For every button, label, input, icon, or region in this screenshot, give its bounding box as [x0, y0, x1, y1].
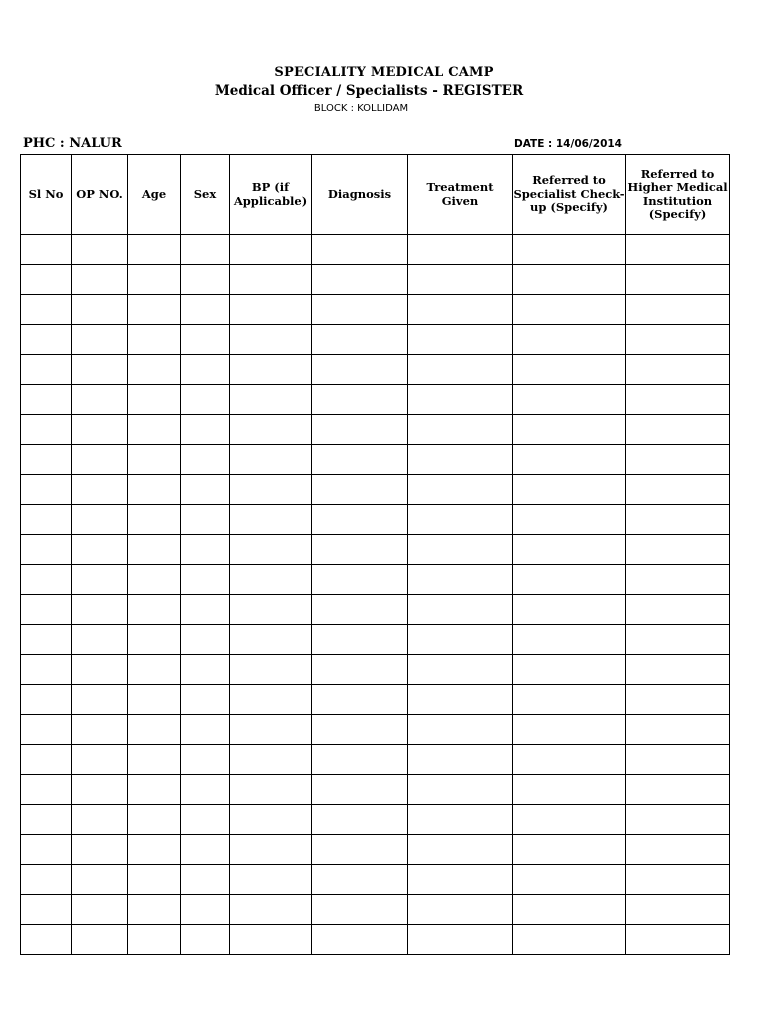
table-header-row — [21, 155, 730, 235]
table-cell[interactable] — [72, 505, 128, 535]
table-cell[interactable] — [21, 235, 72, 265]
table-cell[interactable] — [21, 355, 72, 385]
table-cell[interactable] — [181, 355, 230, 385]
table-cell[interactable] — [626, 715, 730, 745]
table-cell[interactable] — [230, 745, 312, 775]
table-cell[interactable] — [128, 325, 181, 355]
table-cell[interactable] — [408, 805, 513, 835]
table-cell[interactable] — [21, 655, 72, 685]
table-cell[interactable] — [128, 655, 181, 685]
table-cell[interactable] — [513, 445, 626, 475]
table-cell[interactable] — [312, 385, 408, 415]
table-cell[interactable] — [72, 265, 128, 295]
table-cell[interactable] — [128, 685, 181, 715]
table-cell[interactable] — [408, 295, 513, 325]
table-row — [21, 925, 730, 955]
table-row — [21, 715, 730, 745]
table-cell[interactable] — [128, 835, 181, 865]
table-cell[interactable] — [408, 355, 513, 385]
table-cell[interactable] — [312, 535, 408, 565]
table-cell[interactable] — [408, 865, 513, 895]
table-cell[interactable] — [312, 565, 408, 595]
table-cell[interactable] — [230, 445, 312, 475]
table-cell[interactable] — [21, 475, 72, 505]
table-cell[interactable] — [513, 835, 626, 865]
phc-label: PHC : NALUR — [23, 136, 122, 151]
register-body — [21, 235, 730, 955]
table-cell[interactable] — [230, 595, 312, 625]
column-header-referred-higher: Referred to Higher Medical Institution (Specify) — [626, 155, 730, 235]
table-cell[interactable] — [312, 325, 408, 355]
table-cell[interactable] — [408, 325, 513, 355]
table-cell[interactable] — [21, 685, 72, 715]
table-cell[interactable] — [626, 835, 730, 865]
table-row — [21, 865, 730, 895]
table-cell[interactable] — [181, 565, 230, 595]
table-cell[interactable] — [408, 445, 513, 475]
table-cell[interactable] — [230, 685, 312, 715]
table-cell[interactable] — [181, 325, 230, 355]
table-cell[interactable] — [72, 715, 128, 745]
table-cell[interactable] — [513, 415, 626, 445]
table-cell[interactable] — [230, 895, 312, 925]
table-cell[interactable] — [21, 805, 72, 835]
table-cell[interactable] — [312, 445, 408, 475]
table-cell[interactable] — [312, 895, 408, 925]
table-cell[interactable] — [312, 775, 408, 805]
table-cell[interactable] — [408, 745, 513, 775]
table-cell[interactable] — [72, 625, 128, 655]
table-cell[interactable] — [626, 775, 730, 805]
table-cell[interactable] — [513, 925, 626, 955]
block-label: BLOCK : KOLLIDAM — [313, 103, 409, 114]
table-cell[interactable] — [72, 805, 128, 835]
table-cell[interactable] — [128, 805, 181, 835]
table-cell[interactable] — [513, 595, 626, 625]
column-header-diagnosis: Diagnosis — [312, 155, 408, 235]
table-row — [21, 445, 730, 475]
table-cell[interactable] — [513, 745, 626, 775]
table-cell[interactable] — [128, 565, 181, 595]
table-cell[interactable] — [21, 715, 72, 745]
table-cell[interactable] — [128, 715, 181, 745]
table-cell[interactable] — [312, 685, 408, 715]
table-cell[interactable] — [21, 415, 72, 445]
table-cell[interactable] — [21, 505, 72, 535]
table-cell[interactable] — [72, 925, 128, 955]
table-cell[interactable] — [128, 385, 181, 415]
table-row — [21, 595, 730, 625]
table-cell[interactable] — [181, 505, 230, 535]
table-cell[interactable] — [513, 805, 626, 835]
table-cell[interactable] — [513, 505, 626, 535]
table-cell[interactable] — [513, 685, 626, 715]
table-cell[interactable] — [312, 625, 408, 655]
table-cell[interactable] — [128, 925, 181, 955]
table-cell[interactable] — [513, 865, 626, 895]
table-cell[interactable] — [128, 235, 181, 265]
table-cell[interactable] — [128, 265, 181, 295]
table-cell[interactable] — [626, 805, 730, 835]
table-cell[interactable] — [626, 415, 730, 445]
table-cell[interactable] — [408, 925, 513, 955]
table-cell[interactable] — [21, 325, 72, 355]
table-cell[interactable] — [72, 295, 128, 325]
table-cell[interactable] — [626, 595, 730, 625]
form-title: SPECIALITY MEDICAL CAMP — [274, 65, 494, 80]
table-cell[interactable] — [72, 385, 128, 415]
table-cell[interactable] — [513, 265, 626, 295]
date-label: DATE : 14/06/2014 — [514, 138, 622, 150]
table-cell[interactable] — [128, 445, 181, 475]
table-row — [21, 805, 730, 835]
table-cell[interactable] — [230, 355, 312, 385]
table-cell[interactable] — [312, 295, 408, 325]
table-cell[interactable] — [128, 535, 181, 565]
table-cell[interactable] — [230, 715, 312, 745]
table-cell[interactable] — [408, 835, 513, 865]
table-cell[interactable] — [181, 445, 230, 475]
table-cell[interactable] — [626, 655, 730, 685]
table-cell[interactable] — [312, 235, 408, 265]
column-header-treatment: Treatment Given — [408, 155, 513, 235]
table-cell[interactable] — [128, 415, 181, 445]
table-cell[interactable] — [408, 655, 513, 685]
table-cell[interactable] — [21, 265, 72, 295]
table-row — [21, 685, 730, 715]
table-cell[interactable] — [626, 475, 730, 505]
table-cell[interactable] — [128, 505, 181, 535]
table-cell[interactable] — [513, 775, 626, 805]
table-cell[interactable] — [626, 505, 730, 535]
table-cell[interactable] — [72, 445, 128, 475]
table-row — [21, 325, 730, 355]
table-cell[interactable] — [408, 595, 513, 625]
table-cell[interactable] — [21, 625, 72, 655]
table-cell[interactable] — [312, 505, 408, 535]
table-cell[interactable] — [513, 895, 626, 925]
table-cell[interactable] — [128, 595, 181, 625]
table-cell[interactable] — [181, 895, 230, 925]
table-cell[interactable] — [626, 565, 730, 595]
table-cell[interactable] — [181, 655, 230, 685]
table-cell[interactable] — [513, 715, 626, 745]
table-cell[interactable] — [513, 565, 626, 595]
table-cell[interactable] — [230, 235, 312, 265]
table-cell[interactable] — [72, 565, 128, 595]
table-cell[interactable] — [181, 475, 230, 505]
table-row — [21, 265, 730, 295]
table-cell[interactable] — [408, 235, 513, 265]
table-cell[interactable] — [312, 925, 408, 955]
table-cell[interactable] — [513, 325, 626, 355]
table-cell[interactable] — [72, 595, 128, 625]
table-row — [21, 835, 730, 865]
table-row — [21, 895, 730, 925]
table-cell[interactable] — [626, 295, 730, 325]
table-cell[interactable] — [626, 745, 730, 775]
table-row — [21, 505, 730, 535]
table-cell[interactable] — [513, 355, 626, 385]
table-cell[interactable] — [408, 685, 513, 715]
table-cell[interactable] — [626, 925, 730, 955]
table-cell[interactable] — [128, 865, 181, 895]
table-cell[interactable] — [230, 415, 312, 445]
table-cell[interactable] — [21, 865, 72, 895]
column-header-referred-specialist: Referred to Specialist Check-up (Specify) — [513, 155, 626, 235]
table-cell[interactable] — [72, 895, 128, 925]
table-cell[interactable] — [230, 535, 312, 565]
table-row — [21, 385, 730, 415]
table-cell[interactable] — [230, 835, 312, 865]
column-header-bp: BP (if Applicable) — [230, 155, 312, 235]
table-cell[interactable] — [72, 415, 128, 445]
table-cell[interactable] — [72, 325, 128, 355]
table-row — [21, 565, 730, 595]
register-table — [20, 154, 730, 955]
table-cell[interactable] — [513, 475, 626, 505]
table-cell[interactable] — [181, 625, 230, 655]
table-cell[interactable] — [181, 265, 230, 295]
table-cell[interactable] — [408, 625, 513, 655]
table-cell[interactable] — [181, 595, 230, 625]
table-row — [21, 355, 730, 385]
table-cell[interactable] — [72, 745, 128, 775]
table-cell[interactable] — [230, 625, 312, 655]
table-cell[interactable] — [72, 865, 128, 895]
table-cell[interactable] — [408, 895, 513, 925]
table-cell[interactable] — [626, 535, 730, 565]
table-cell[interactable] — [21, 295, 72, 325]
table-cell[interactable] — [513, 385, 626, 415]
table-cell[interactable] — [181, 535, 230, 565]
table-row — [21, 745, 730, 775]
table-cell[interactable] — [626, 895, 730, 925]
table-cell[interactable] — [72, 535, 128, 565]
table-cell[interactable] — [626, 445, 730, 475]
table-cell[interactable] — [128, 475, 181, 505]
table-row — [21, 295, 730, 325]
table-cell[interactable] — [21, 535, 72, 565]
table-cell[interactable] — [230, 325, 312, 355]
table-cell[interactable] — [181, 235, 230, 265]
table-cell[interactable] — [408, 535, 513, 565]
table-row — [21, 625, 730, 655]
table-cell[interactable] — [72, 775, 128, 805]
table-cell[interactable] — [513, 235, 626, 265]
table-cell[interactable] — [626, 865, 730, 895]
table-cell[interactable] — [513, 535, 626, 565]
table-cell[interactable] — [21, 925, 72, 955]
table-cell[interactable] — [626, 265, 730, 295]
table-cell[interactable] — [181, 745, 230, 775]
table-cell[interactable] — [72, 475, 128, 505]
table-cell[interactable] — [408, 715, 513, 745]
table-cell[interactable] — [21, 835, 72, 865]
table-cell[interactable] — [181, 805, 230, 835]
table-cell[interactable] — [312, 415, 408, 445]
table-cell[interactable] — [513, 655, 626, 685]
table-cell[interactable] — [230, 775, 312, 805]
table-cell[interactable] — [513, 625, 626, 655]
table-cell[interactable] — [181, 385, 230, 415]
table-cell[interactable] — [128, 775, 181, 805]
table-cell[interactable] — [408, 385, 513, 415]
table-cell[interactable] — [312, 835, 408, 865]
table-cell[interactable] — [312, 805, 408, 835]
table-row — [21, 415, 730, 445]
table-cell[interactable] — [72, 355, 128, 385]
table-row — [21, 475, 730, 505]
table-row — [21, 535, 730, 565]
table-cell[interactable] — [312, 475, 408, 505]
table-cell[interactable] — [72, 835, 128, 865]
table-cell[interactable] — [408, 775, 513, 805]
table-row — [21, 775, 730, 805]
table-cell[interactable] — [181, 775, 230, 805]
table-cell[interactable] — [128, 895, 181, 925]
table-cell[interactable] — [181, 685, 230, 715]
column-header-sl-no: Sl No — [21, 155, 72, 235]
table-cell[interactable] — [181, 835, 230, 865]
table-cell[interactable] — [312, 745, 408, 775]
table-cell[interactable] — [626, 325, 730, 355]
table-cell[interactable] — [21, 595, 72, 625]
table-cell[interactable] — [128, 625, 181, 655]
table-cell[interactable] — [181, 295, 230, 325]
table-row — [21, 655, 730, 685]
table-cell[interactable] — [513, 295, 626, 325]
column-header-sex: Sex — [181, 155, 230, 235]
table-cell[interactable] — [181, 865, 230, 895]
table-cell[interactable] — [312, 655, 408, 685]
table-cell[interactable] — [626, 385, 730, 415]
table-cell[interactable] — [230, 655, 312, 685]
table-cell[interactable] — [128, 745, 181, 775]
table-cell[interactable] — [312, 865, 408, 895]
table-cell[interactable] — [626, 625, 730, 655]
table-cell[interactable] — [230, 925, 312, 955]
table-cell[interactable] — [72, 235, 128, 265]
table-cell[interactable] — [230, 475, 312, 505]
table-cell[interactable] — [128, 295, 181, 325]
table-cell[interactable] — [21, 565, 72, 595]
table-cell[interactable] — [230, 565, 312, 595]
table-cell[interactable] — [408, 415, 513, 445]
table-cell[interactable] — [230, 805, 312, 835]
table-cell[interactable] — [408, 265, 513, 295]
table-cell[interactable] — [72, 685, 128, 715]
table-cell[interactable] — [230, 865, 312, 895]
table-cell[interactable] — [312, 715, 408, 745]
table-cell[interactable] — [72, 655, 128, 685]
table-cell[interactable] — [312, 595, 408, 625]
table-cell[interactable] — [626, 685, 730, 715]
table-cell[interactable] — [230, 295, 312, 325]
table-cell[interactable] — [181, 925, 230, 955]
table-cell[interactable] — [128, 355, 181, 385]
table-cell[interactable] — [408, 475, 513, 505]
table-cell[interactable] — [626, 235, 730, 265]
column-header-op-no: OP NO. — [72, 155, 128, 235]
table-row — [21, 235, 730, 265]
table-cell[interactable] — [230, 385, 312, 415]
table-cell[interactable] — [626, 355, 730, 385]
form-subtitle: Medical Officer / Specialists - REGISTER — [214, 83, 524, 99]
table-cell[interactable] — [21, 745, 72, 775]
table-cell[interactable] — [21, 895, 72, 925]
table-cell[interactable] — [21, 775, 72, 805]
table-cell[interactable] — [181, 715, 230, 745]
table-cell[interactable] — [181, 415, 230, 445]
table-cell[interactable] — [408, 565, 513, 595]
table-cell[interactable] — [312, 265, 408, 295]
table-cell[interactable] — [230, 265, 312, 295]
table-cell[interactable] — [408, 505, 513, 535]
table-cell[interactable] — [21, 385, 72, 415]
column-header-age: Age — [128, 155, 181, 235]
table-cell[interactable] — [21, 445, 72, 475]
table-cell[interactable] — [230, 505, 312, 535]
table-cell[interactable] — [312, 355, 408, 385]
